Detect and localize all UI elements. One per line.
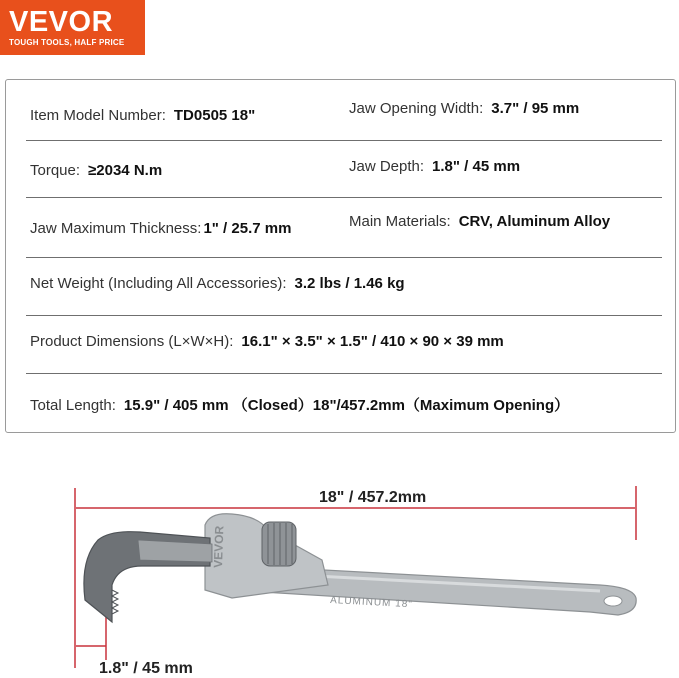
brand-tagline: TOUGH TOOLS, HALF PRICE xyxy=(9,38,125,47)
spec-label: Torque: xyxy=(30,162,81,179)
spec-value: ≥2034 N.m xyxy=(88,162,163,179)
handle-text: ALUMINUM 18" xyxy=(329,595,414,611)
spec-value: 16.1" × 3.5" × 1.5" / 410 × 90 × 39 mm xyxy=(241,333,504,350)
spec-label: Jaw Opening Width: xyxy=(349,100,484,117)
brand-name: VEVOR xyxy=(9,6,114,38)
spec-label: Jaw Depth: xyxy=(349,158,425,175)
spec-value: 3.2 lbs / 1.46 kg xyxy=(294,275,405,292)
length-label: 18" / 457.2mm xyxy=(319,489,427,506)
spec-label: Jaw Maximum Thickness: xyxy=(30,220,202,237)
pipe-wrench xyxy=(84,514,636,622)
spec-label: Main Materials: xyxy=(349,213,451,230)
spec-value: 1.8" / 45 mm xyxy=(432,158,521,175)
depth-label: 1.8" / 45 mm xyxy=(99,660,193,677)
jaw-brand-text: VEVOR xyxy=(211,525,227,569)
spec-label: Total Length: xyxy=(30,397,116,414)
spec-value: TD0505 18" xyxy=(173,107,256,124)
spec-value: 1" / 25.7 mm xyxy=(203,220,292,237)
spec-value: CRV, Aluminum Alloy xyxy=(458,213,611,230)
depth-dimension xyxy=(76,610,106,660)
spec-value: 3.7" / 95 mm xyxy=(491,100,580,117)
spec-value: 15.9" / 405 mm （Closed）18"/457.2mm（Maximum Opening） xyxy=(123,397,570,414)
spec-label: Net Weight (Including All Accessories): xyxy=(30,275,287,292)
spec-label: Product Dimensions (L×W×H): xyxy=(30,333,234,350)
spec-label: Item Model Number: xyxy=(30,107,166,124)
